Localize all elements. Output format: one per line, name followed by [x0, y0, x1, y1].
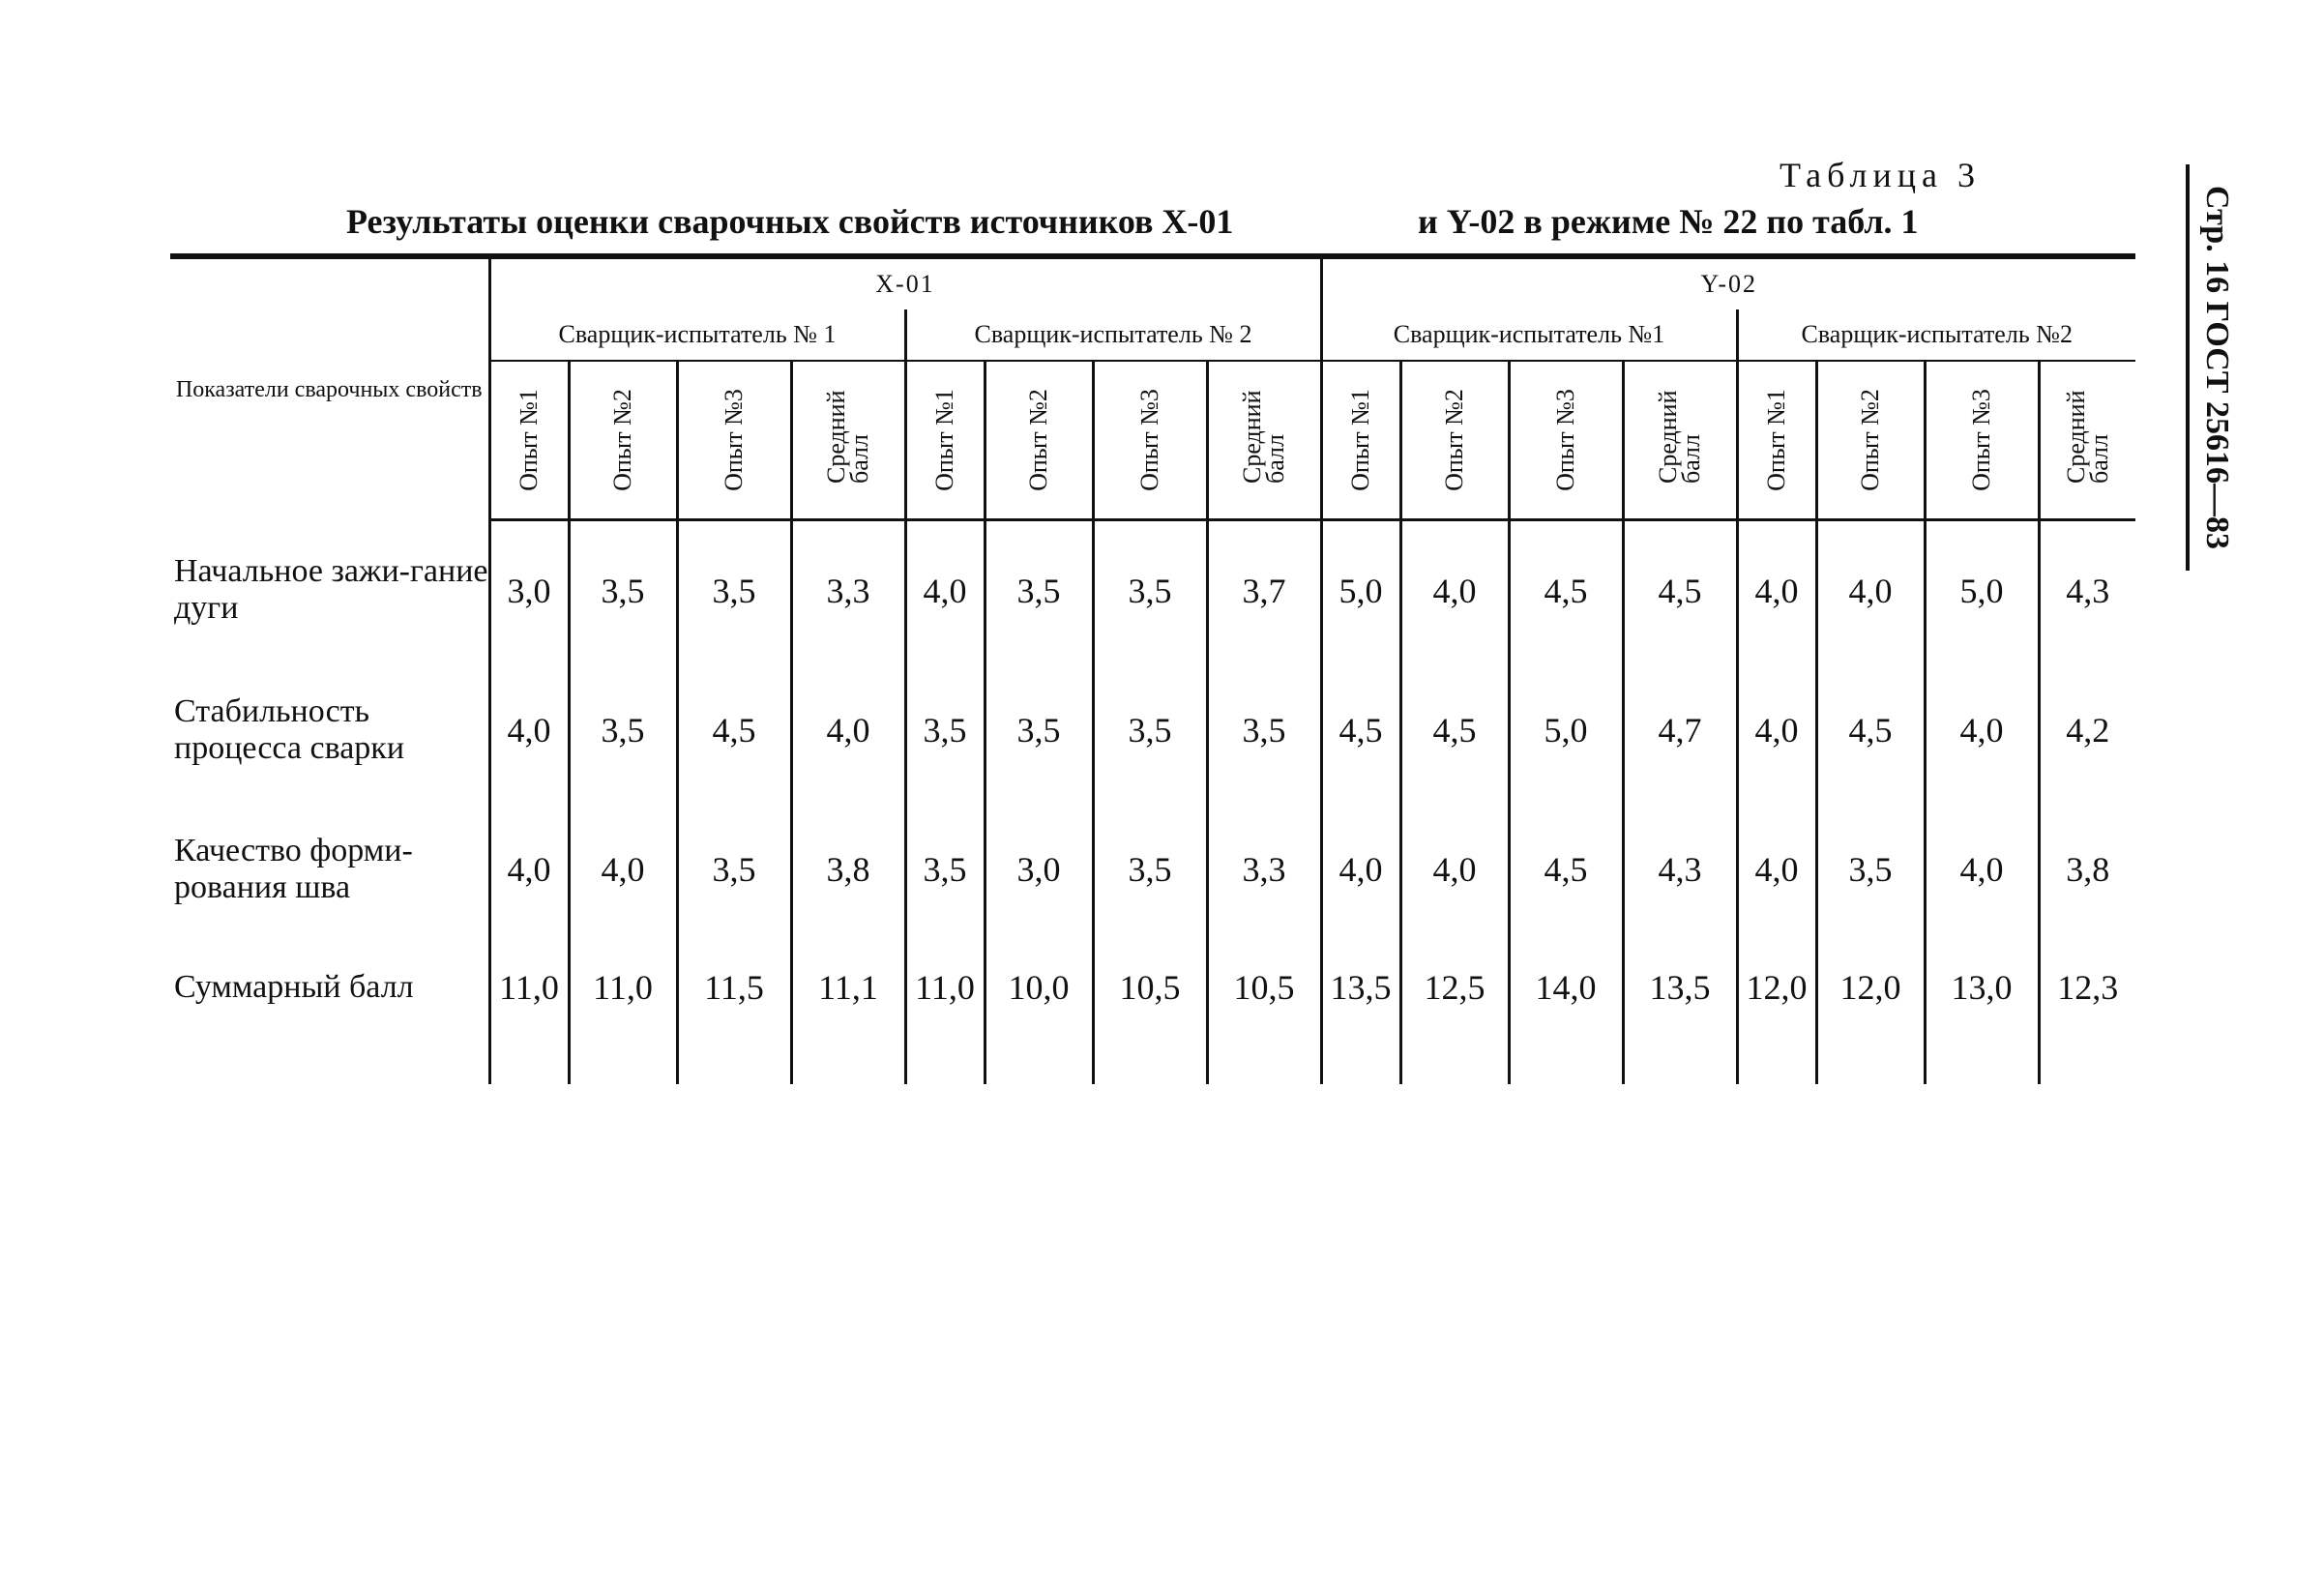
table-row	[170, 520, 2135, 662]
table-cell: 4,5	[677, 661, 791, 800]
table-cell: 11,0	[569, 939, 677, 1036]
tail-cell	[170, 1036, 489, 1084]
table-cell: 3,0	[985, 800, 1093, 939]
table-cell: 11,0	[905, 939, 985, 1036]
table-cell: 3,5	[677, 800, 791, 939]
table-cell: 3,5	[985, 520, 1093, 662]
table-cell: 3,5	[985, 661, 1093, 800]
indicator-column-header: Показатели сварочных свойств	[175, 376, 483, 402]
table-cell: 4,5	[1321, 661, 1400, 800]
table-cell: 4,0	[791, 661, 905, 800]
table-cell: 11,0	[489, 939, 569, 1036]
table-cell: 14,0	[1509, 939, 1623, 1036]
table-cell: 4,0	[489, 661, 569, 800]
table-tail-rule	[170, 1036, 2135, 1084]
table-cell: 4,5	[1509, 800, 1623, 939]
table-cell: 10,5	[1207, 939, 1321, 1036]
tail-cell	[1623, 1036, 1737, 1084]
table-cell: 4,2	[2039, 661, 2135, 800]
table-title-continuation: и Y-02 в режиме № 22 по табл. 1	[1418, 202, 1919, 241]
table-cell: 12,0	[1737, 939, 1816, 1036]
column-header: Опыт №2	[1400, 361, 1509, 520]
column-header: Опыт №3	[1093, 361, 1207, 520]
results-table	[170, 253, 2135, 1084]
table-cell: 3,5	[905, 800, 985, 939]
row-label: Стабильность процесса сварки	[174, 693, 405, 766]
table-cell: 11,1	[791, 939, 905, 1036]
column-header: Опыт №1	[905, 361, 985, 520]
table-cell: 3,5	[677, 520, 791, 662]
tail-cell	[1093, 1036, 1207, 1084]
table-cell: 4,3	[1623, 800, 1737, 939]
table-cell: 4,0	[1737, 661, 1816, 800]
tail-cell	[569, 1036, 677, 1084]
table-cell: 4,0	[1816, 520, 1925, 662]
table-cell: 4,3	[2039, 520, 2135, 662]
tail-cell	[1925, 1036, 2039, 1084]
table-title: Результаты оценки сварочных свойств источников X-01	[346, 202, 1234, 241]
table-cell: 3,5	[1093, 661, 1207, 800]
table-cell: 3,8	[2039, 800, 2135, 939]
column-header: Опыт №3	[1925, 361, 2039, 520]
table-cell: 4,5	[1400, 661, 1509, 800]
welder-header: Сварщик-испытатель № 2	[905, 309, 1321, 361]
table-cell: 3,3	[1207, 800, 1321, 939]
tail-cell	[985, 1036, 1093, 1084]
tail-cell	[1207, 1036, 1321, 1084]
table-cell: 4,5	[1816, 661, 1925, 800]
column-header: Опыт №1	[1737, 361, 1816, 520]
table-cell: 12,3	[2039, 939, 2135, 1036]
table-cell: 4,0	[1925, 800, 2039, 939]
column-header: Опыт №2	[569, 361, 677, 520]
table-cell: 4,5	[1623, 520, 1737, 662]
row-label: Суммарный балл	[174, 969, 414, 1005]
table-cell: 13,5	[1321, 939, 1400, 1036]
welder-header: Сварщик-испытатель № 1	[489, 309, 905, 361]
tail-cell	[1816, 1036, 1925, 1084]
table-cell: 12,0	[1816, 939, 1925, 1036]
table-cell: 3,5	[1816, 800, 1925, 939]
welder-header: Сварщик-испытатель №1	[1321, 309, 1737, 361]
side-rule	[2186, 164, 2190, 571]
table-row	[170, 800, 2135, 939]
tail-cell	[1400, 1036, 1509, 1084]
table-cell: 3,5	[1093, 520, 1207, 662]
table-cell: 10,5	[1093, 939, 1207, 1036]
running-header-text: Стр. 16 ГОСТ 25616—83	[2199, 185, 2235, 550]
table-cell: 4,0	[1925, 661, 2039, 800]
tail-cell	[1509, 1036, 1623, 1084]
column-header: Опыт №3	[677, 361, 791, 520]
table-cell: 4,0	[905, 520, 985, 662]
table-cell: 3,5	[1207, 661, 1321, 800]
tail-cell	[2039, 1036, 2135, 1084]
column-header: Опыт №3	[1509, 361, 1623, 520]
table-cell: 10,0	[985, 939, 1093, 1036]
table-cell: 13,5	[1623, 939, 1737, 1036]
group-header-y02: Y-02	[1321, 256, 2135, 309]
table-cell: 11,5	[677, 939, 791, 1036]
table-cell: 4,0	[569, 800, 677, 939]
table-row	[170, 661, 2135, 800]
tail-cell	[1737, 1036, 1816, 1084]
tail-cell	[1321, 1036, 1400, 1084]
header-row-groups	[170, 256, 2135, 309]
table-cell: 3,5	[569, 520, 677, 662]
tail-cell	[489, 1036, 569, 1084]
table-cell: 4,0	[1400, 800, 1509, 939]
table-cell: 3,5	[1093, 800, 1207, 939]
table-cell: 4,7	[1623, 661, 1737, 800]
table-cell: 4,0	[1737, 520, 1816, 662]
column-header: Опыт №1	[1321, 361, 1400, 520]
table-cell: 3,7	[1207, 520, 1321, 662]
table-cell: 3,0	[489, 520, 569, 662]
row-label: Качество форми-рования шва	[174, 833, 413, 905]
tail-cell	[905, 1036, 985, 1084]
page-running-header	[2195, 155, 2238, 580]
table-cell: 5,0	[1925, 520, 2039, 662]
tail-cell	[677, 1036, 791, 1084]
table-cell: 3,5	[569, 661, 677, 800]
column-header: Опыт №2	[985, 361, 1093, 520]
welder-header: Сварщик-испытатель №2	[1737, 309, 2135, 361]
table-cell: 4,5	[1509, 520, 1623, 662]
table-row	[170, 939, 2135, 1036]
table-cell: 5,0	[1509, 661, 1623, 800]
table-cell: 4,0	[1400, 520, 1509, 662]
table-cell: 3,3	[791, 520, 905, 662]
table-cell: 4,0	[1321, 800, 1400, 939]
table-cell: 12,5	[1400, 939, 1509, 1036]
table-cell: 13,0	[1925, 939, 2039, 1036]
table-number: Таблица 3	[1780, 156, 1981, 194]
table-cell: 4,0	[1737, 800, 1816, 939]
column-header: Средний балл	[791, 361, 905, 520]
column-header: Опыт №2	[1816, 361, 1925, 520]
table-cell: 5,0	[1321, 520, 1400, 662]
column-header: Опыт №1	[489, 361, 569, 520]
column-header: Средний балл	[2039, 361, 2135, 520]
tail-cell	[791, 1036, 905, 1084]
column-header: Средний балл	[1207, 361, 1321, 520]
group-header-x01: X-01	[489, 256, 1321, 309]
table-cell: 4,0	[489, 800, 569, 939]
table-body	[170, 520, 2135, 1085]
table-cell: 3,8	[791, 800, 905, 939]
row-label: Начальное зажи-гание дуги	[174, 553, 488, 627]
column-header: Средний балл	[1623, 361, 1737, 520]
table-cell: 3,5	[905, 661, 985, 800]
